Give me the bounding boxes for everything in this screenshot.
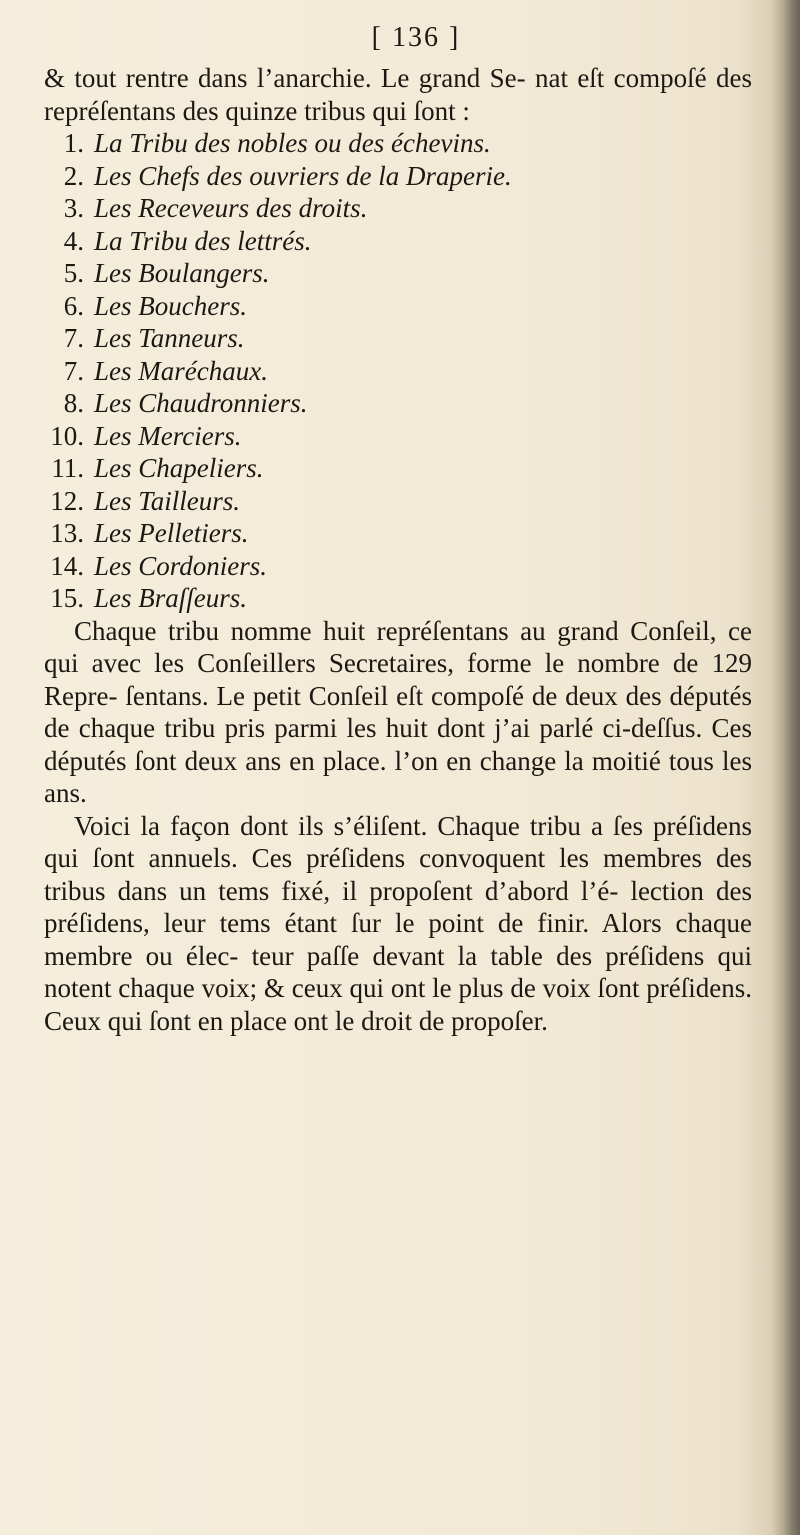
list-item-text: Les Chapeliers. [94, 453, 264, 483]
list-item-text: Les Cordoniers. [94, 550, 268, 581]
list-item-number: 7. [63, 355, 84, 386]
list-item-text: Les Tanneurs. [94, 323, 245, 353]
list-item [44, 192, 752, 225]
list-item-number: 12. [50, 485, 84, 516]
paragraph-council: Chaque tribu nomme huit repréſentans au grand Conſeil, ce qui avec les Conſeillers Secretaires, forme le nombre de 129 Repre- ſentans. Le petit Conſeil eſt compoſé de deux des députés de chaque tribu pris parmi les huit dont j’ai parlé ci-deſſus. Ces députés ſont deux ans en place. l’on en change la moitié tous les ans. [44, 615, 752, 808]
list-item [44, 355, 752, 388]
page-binding-edge [772, 0, 800, 1535]
list-item-number: 8. [63, 388, 84, 418]
list-item-text: Les Chefs des ouvriers de la Draperie. [94, 160, 512, 191]
list-item-text: Les Maréchaux. [94, 355, 268, 386]
list-item [44, 485, 752, 518]
list-item-number: 11. [51, 453, 84, 483]
list-item-number: 13. [50, 518, 84, 548]
list-item [44, 127, 752, 160]
page-number: [ 136 ] [371, 22, 461, 53]
list-item-number: 10. [50, 420, 84, 451]
intro-paragraph: & tout rentre dans l’anarchie. Le grand Se- nat eſt compoſé des repréſentans des quinze tribus qui ſont : [44, 63, 752, 126]
list-item-number: 15. [50, 583, 84, 613]
list-item [44, 290, 752, 323]
list-item [44, 387, 752, 420]
list-item [44, 420, 752, 453]
list-item-number: 4. [63, 225, 84, 256]
list-item-text: Les Boulangers. [94, 258, 270, 288]
list-item [44, 452, 752, 485]
list-item-number: 6. [63, 290, 84, 321]
list-item-text: Les Braſſeurs. [94, 583, 248, 613]
list-item-number: 2. [63, 160, 84, 191]
list-item [44, 582, 752, 615]
tribe-list [44, 127, 752, 615]
list-item [44, 160, 752, 193]
list-item [44, 550, 752, 583]
list-item-text: Les Chaudronniers. [94, 388, 308, 418]
list-item-text: Les Tailleurs. [94, 485, 241, 516]
list-item-text: Les Merciers. [94, 420, 242, 451]
list-item [44, 322, 752, 355]
list-item-text: Les Pelletiers. [94, 518, 249, 548]
list-item [44, 225, 752, 258]
list-item-text: Les Bouchers. [94, 290, 247, 321]
paragraph-election: Voici la façon dont ils s’éliſent. Chaque tribu a ſes préſidens qui ſont annuels. Ces préſidens convoquent les membres des tribus dans un tems fixé, il propoſent d’abord l’é- lection des préſidens, leur tems étant ſur le point de finir. Alors chaque membre ou élec- teur paſſe devant la table des préſidens qui notent chaque voix; & ceux qui ont le plus de voix ſont préſidens. Ceux qui ſont en place ont le droit de propoſer. [44, 810, 752, 1036]
list-item-text: La Tribu des lettrés. [94, 225, 312, 256]
page-content [44, 18, 752, 1037]
list-item [44, 517, 752, 550]
list-item [44, 257, 752, 290]
list-item-text: La Tribu des nobles ou des échevins. [94, 128, 491, 158]
list-item-number: 1. [63, 128, 84, 158]
list-item-number: 5. [63, 258, 84, 288]
list-item-number: 7. [63, 323, 84, 353]
list-item-number: 3. [63, 193, 84, 223]
list-item-text: Les Receveurs des droits. [94, 193, 368, 223]
list-item-number: 14. [50, 550, 84, 581]
